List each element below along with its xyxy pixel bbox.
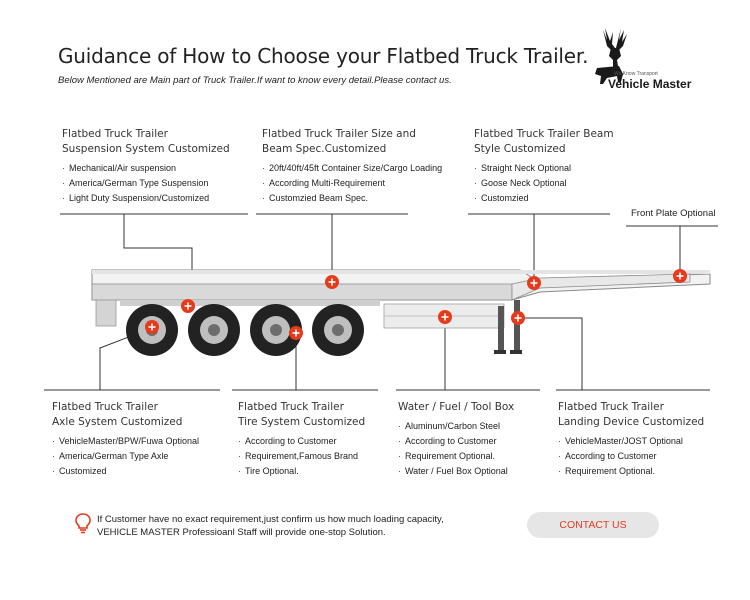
list-item: · According to Customer	[398, 434, 548, 449]
brand-tagline: We Know Transport	[614, 71, 658, 77]
list-item: · Tire Optional.	[238, 464, 458, 479]
contact-us-button[interactable]: CONTACT US	[527, 512, 659, 538]
section-title: Flatbed Truck Trailer Suspension System Customized	[62, 128, 230, 155]
plus-circle-icon[interactable]	[511, 311, 525, 325]
section-title: Flatbed Truck Trailer Landing Device Customized	[558, 401, 705, 428]
section-title: Flatbed Truck Trailer Size and Beam Spec.Customized	[262, 128, 416, 155]
plus-circle-icon[interactable]	[527, 276, 541, 290]
plus-circle-icon[interactable]	[289, 326, 303, 340]
section-title: Flatbed Truck Trailer Beam Style Customized	[474, 128, 614, 155]
plus-circle-icon[interactable]	[145, 320, 159, 334]
wheel	[188, 304, 240, 356]
brand-name: Vehicle Master	[608, 77, 692, 91]
list-item: · Requirement Optional.	[558, 464, 738, 479]
list-item: · Mechanical/Air suspension	[62, 161, 282, 176]
section-size	[262, 127, 482, 206]
lightbulb-icon	[74, 512, 92, 534]
footer-note: If Customer have no exact requirement,just confirm us how much loading capacity, VEHICLE MASTER Professioanl Staff will provide one-stop Solution.	[97, 514, 444, 538]
list-item: · Customized	[52, 464, 272, 479]
plus-circle-icon[interactable]	[325, 275, 339, 289]
page-subtitle: Below Mentioned are Main part of Truck Trailer.If want to know every detail.Please contact us.	[58, 75, 452, 86]
plus-circle-icon[interactable]	[438, 310, 452, 324]
list-item: · Requirement Optional.	[398, 449, 548, 464]
list-item: · America/German Type Suspension	[62, 176, 282, 191]
front-plate-label: Front Plate Optional	[631, 208, 716, 219]
list-item: · Goose Neck Optional	[474, 176, 694, 191]
list-item: · Aluminum/Carbon Steel	[398, 419, 548, 434]
list-item: · VehicleMaster/JOST Optional	[558, 434, 738, 449]
list-item: · 20ft/40ft/45ft Container Size/Cargo Loading	[262, 161, 482, 176]
list-item: · Requirement,Famous Brand	[238, 449, 458, 464]
list-item: · Straight Neck Optional	[474, 161, 694, 176]
wheels	[126, 304, 364, 356]
page-title: Guidance of How to Choose your Flatbed Truck Trailer.	[58, 44, 589, 68]
wheel	[312, 304, 364, 356]
list-item: · Customzied	[474, 191, 694, 206]
section-beam	[474, 127, 694, 206]
plus-circle-icon[interactable]	[181, 299, 195, 313]
list-item: · Water / Fuel Box Optional	[398, 464, 548, 479]
section-landing	[558, 400, 738, 479]
section-title: Flatbed Truck Trailer Axle System Customized	[52, 401, 183, 428]
section-suspension	[62, 127, 282, 206]
list-item: · According Multi-Requirement	[262, 176, 482, 191]
plus-circle-icon[interactable]	[673, 269, 687, 283]
section-title: Water / Fuel / Tool Box	[398, 401, 515, 413]
list-item: · According to Customer	[558, 449, 738, 464]
section-water	[398, 400, 548, 479]
list-item: · According to Customer	[238, 434, 458, 449]
list-item: · Light Duty Suspension/Customized	[62, 191, 282, 206]
list-item: · Customzied Beam Spec.	[262, 191, 482, 206]
section-title: Flatbed Truck Trailer Tire System Customized	[238, 401, 366, 428]
list-item: · America/German Type Axle	[52, 449, 272, 464]
list-item: · VehicleMaster/BPW/Fuwa Optional	[52, 434, 272, 449]
